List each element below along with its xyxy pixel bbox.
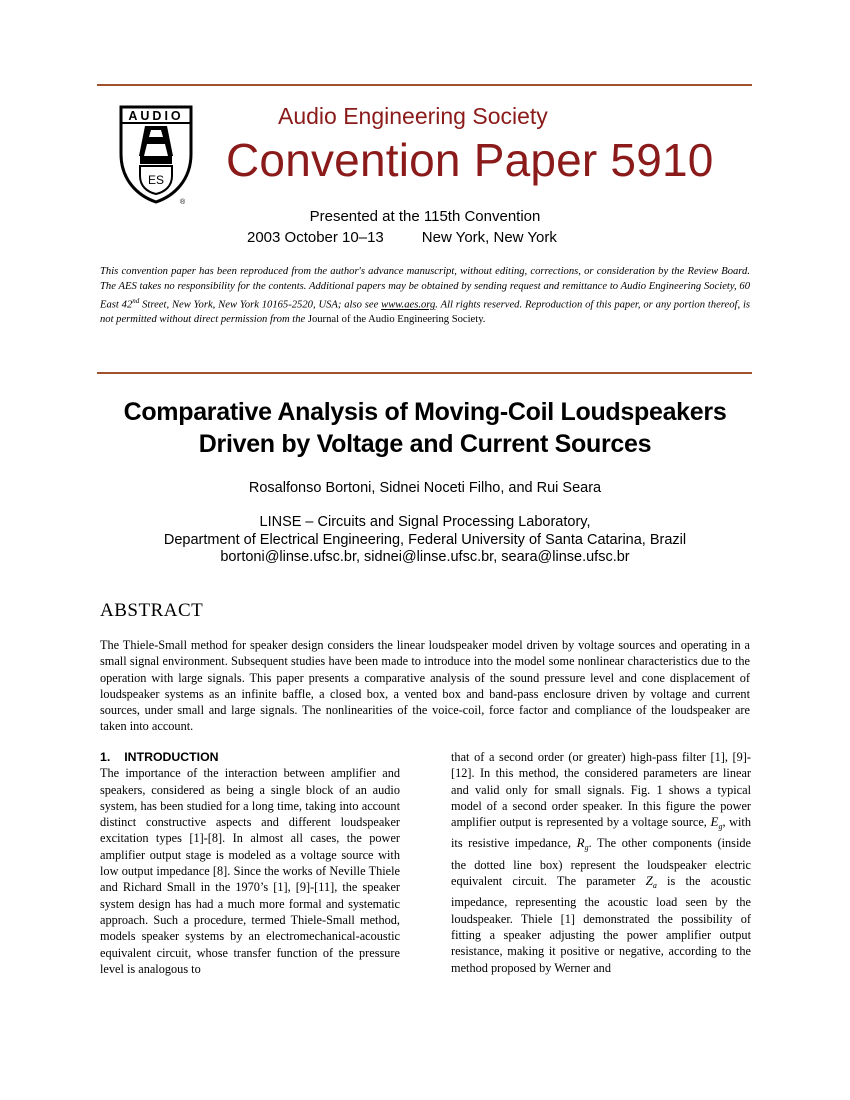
symbol-rg-subscript: g [584,843,589,853]
symbol-eg-subscript: g [718,822,723,832]
logo-bottom-text: ES [147,173,165,187]
disclaimer-text-2: Street, New York, New York 10165-2520, USA; also see [139,299,382,311]
intro-text-segment: , with its resistive impedance, [451,815,751,851]
intro-text-segment: . The other components (inside the dotted line box) represent the loudspeaker electric equivalent circuit. The parameter [451,836,751,889]
logo-registered-mark: ® [180,199,186,206]
disclaimer-text-1: This convention paper has been reproduced from the author's advance manuscript, without editing, corrections, or consideration by the Review Board. The AES takes no responsibility for the contents. Additional papers may be obtained by sending request and remittance to Audio Engineering Society, 60 East 42 [100,266,750,311]
intro-text-segment: is the acoustic impedance, representing the acoustic load seen by the loudspeaker. Thiele [1] demonstrated the possibility of fitting a speaker adjusting the power amplifier output resistance, making it positive or negative, according to the method proposed by Werner and [451,874,751,975]
convention-location: New York, New York [421,229,557,246]
author-affiliation [0,514,850,567]
intro-text-segment: that of a second order (or greater) high-pass filter [1], [9]-[12]. In this method, the considered parameters are linear and valid only for small signals. Fig. 1 shows a typical model of a second order speaker. In this figure the power amplifier output is represented by a voltage source, [451,750,751,830]
affiliation-lab: LINSE – Circuits and Signal Processing Laboratory, [259,514,591,530]
symbol-eg: E [710,814,719,830]
symbol-za-subscript: a [652,881,657,891]
society-name: Audio Engineering Society [278,103,548,129]
convention-paper-title: Convention Paper 5910 [226,134,714,186]
intro-paragraph-right [451,749,751,976]
presented-line: Presented at the 115th Convention [309,208,541,225]
disclaimer-journal-name: Journal of the Audio Engineering Society. [307,314,486,326]
header-bottom-rule [97,372,752,374]
paper-title [0,396,850,460]
body-column-right [451,749,751,976]
disclaimer-superscript: nd [132,297,140,306]
affiliation-department: Department of Electrical Engineering, Federal University of Santa Catarina, Brazil [163,531,687,548]
intro-paragraph-left: The importance of the interaction between amplifier and speakers, considered as being a single block of an audio system, has been studied for a long time, taking into account distinct constructive aspects and different loudspeaker excitation types [1]-[8]. In almost all cases, the power amplifier output stage is modeled as a voltage source with low output impedance [8]. Since the works of Neville Thiele and Richard Small in the 1970’s [1], [9]-[11], the speaker system design has had a much more formal and systematic approach. Such a procedure, termed Thiele-Small method, models speaker systems by an electromechanical-acoustic equivalent circuit, whose transfer function of the pressure level is analogous to [100,766,400,976]
symbol-za: Z [645,873,653,889]
abstract-body: The Thiele-Small method for speaker design considers the linear loudspeaker model driven by voltage sources and operating in a small signal environment. Subsequent studies have been made to introduce into the model some nonlinear characteristics due to the operation with large signals. This paper presents a comparative analysis of the sound pressure level and cone displacement of loudspeaker systems as an infinite baffle, a closed box, a vented box and band-pass enclosure driven by voltage and current sources, under small and large signals. The nonlinearities of the voice-coil, force factor and compliance of the loudspeaker are taken into account. [100,638,750,734]
paper-authors: Rosalfonso Bortoni, Sidnei Noceti Filho, and Rui Seara [248,480,602,496]
section-title: INTRODUCTION [124,750,219,764]
paper-title-line-1: Comparative Analysis of Moving-Coil Loudspeakers [123,398,727,426]
section-heading-introduction [100,749,400,765]
logo-top-text: AUDIO [128,109,184,123]
disclaimer-text-3: . All rights reserved. Reproduction of this paper, or any portion thereof, is not permitted without direct permission from the [100,299,751,326]
author-emails: bortoni@linse.ufsc.br, sidnei@linse.ufsc.br, seara@linse.ufsc.br [220,549,630,565]
symbol-rg: R [576,835,585,851]
abstract-heading: ABSTRACT [100,600,204,621]
aes-logo [118,104,196,206]
convention-date-location [247,229,557,246]
header-top-rule [97,84,752,86]
body-column-left [100,749,400,977]
aes-website-link[interactable]: www.aes.org [381,299,436,311]
section-number: 1. [100,750,111,764]
paper-title-line-2: Driven by Voltage and Current Sources [198,430,652,458]
disclaimer-notice [100,265,750,328]
convention-date: 2003 October 10–13 [247,229,384,246]
